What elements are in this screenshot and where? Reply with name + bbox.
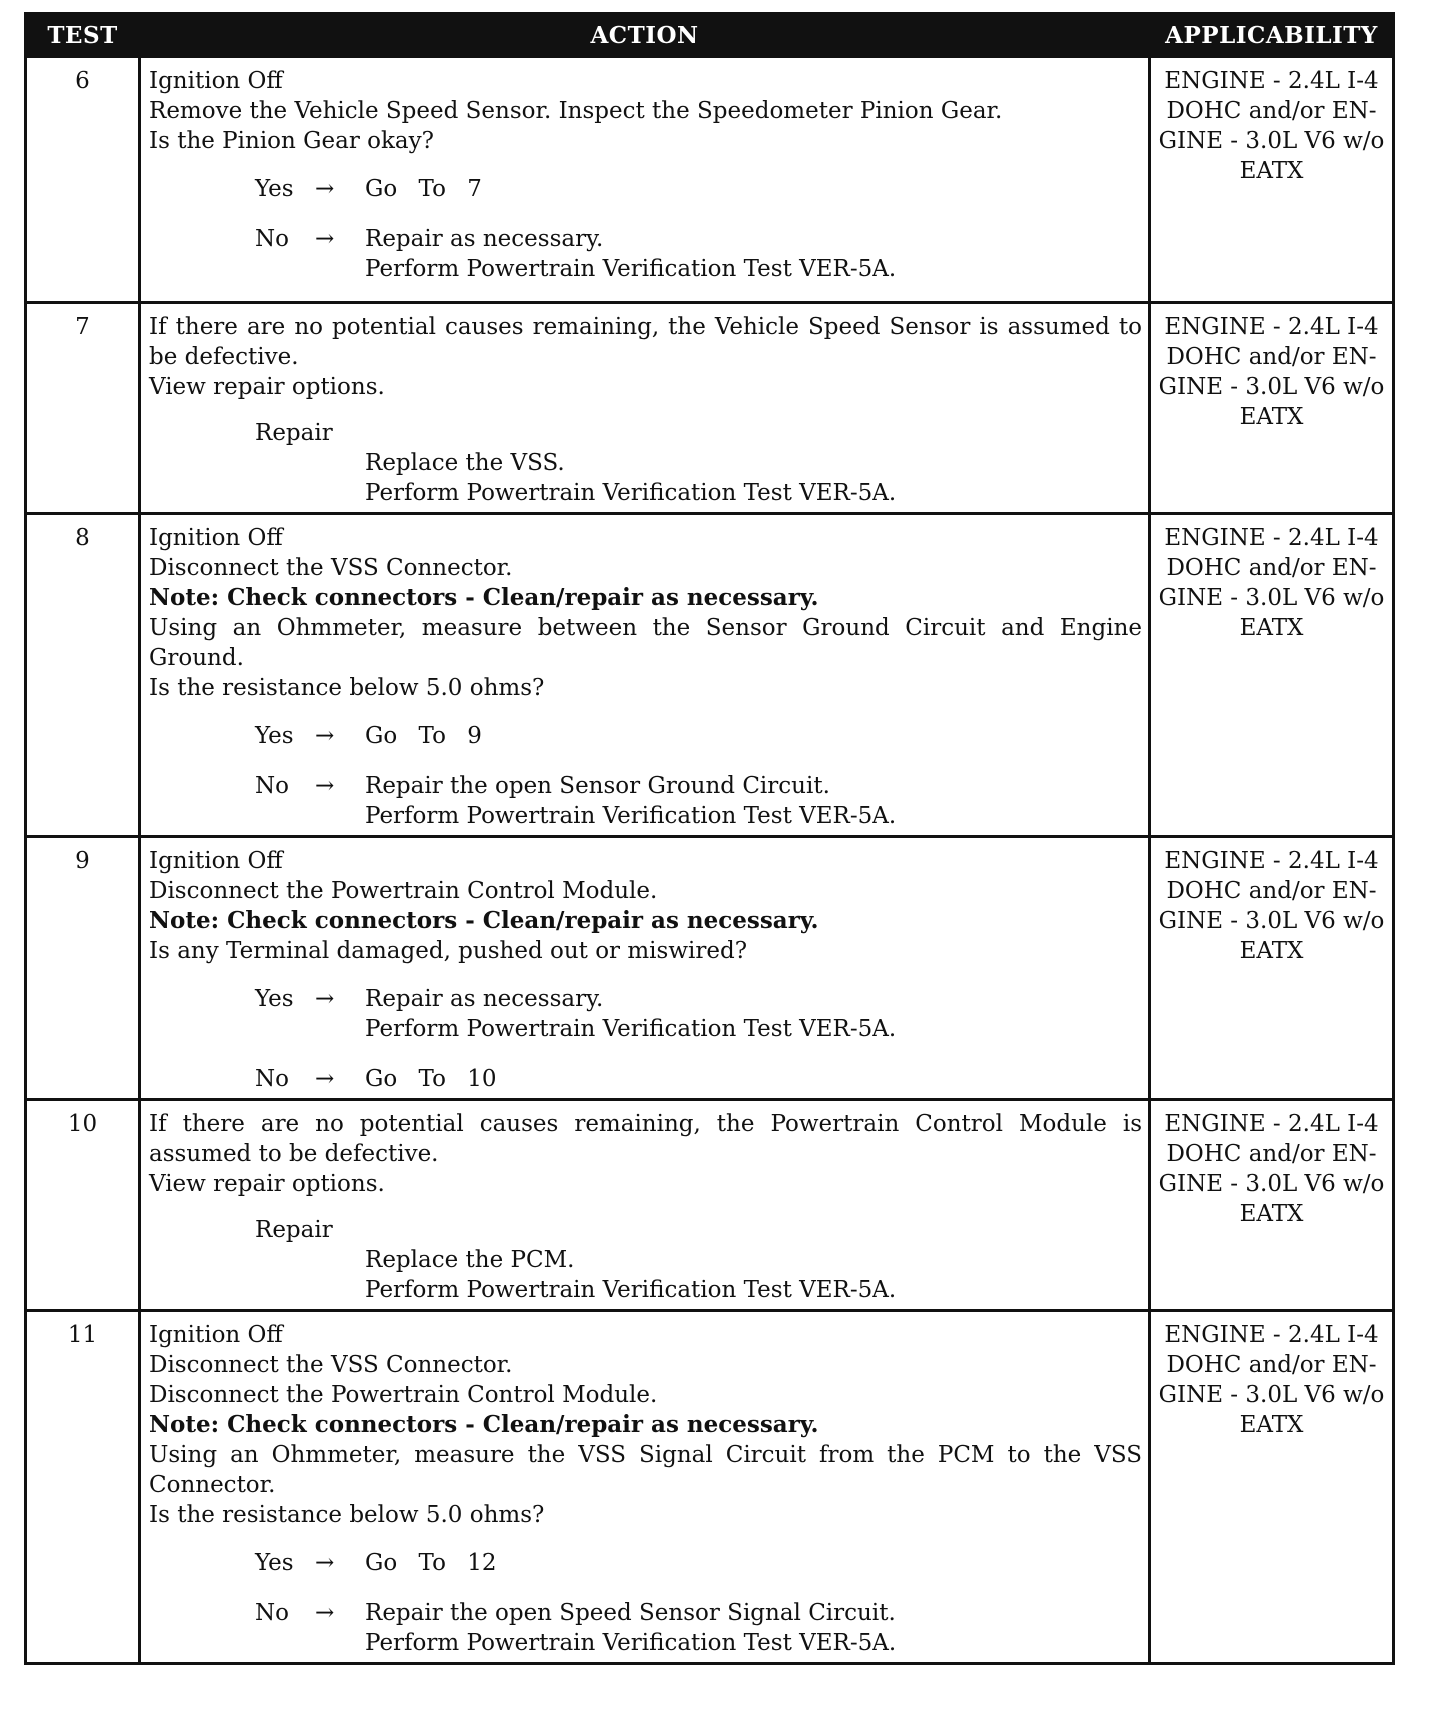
action-line: Disconnect the Powertrain Control Module. <box>149 878 658 904</box>
result-yes <box>149 1548 1142 1578</box>
result-yes-label: Yes <box>255 723 294 749</box>
action-cell <box>140 57 1150 303</box>
action-line: If there are no potential causes remaining, the Powertrain Control Module is assumed to be defective. <box>149 1111 1142 1167</box>
result-no-label: No <box>255 226 289 252</box>
repair-label: Repair <box>255 420 333 446</box>
result-no-goto: Go To 10 <box>365 1066 497 1092</box>
applicability-cell: ENGINE - 2.4L I-4 DOHC and/or EN-GINE - 3.0L V6 w/o EATX <box>1150 57 1394 303</box>
result-yes <box>149 984 1142 1044</box>
note-text: Note: Check connectors - Clean/repair as necessary. <box>149 584 819 611</box>
note-text: Note: Check connectors - Clean/repair as necessary. <box>149 1411 819 1438</box>
action-cell <box>140 837 1150 1100</box>
result-no <box>149 771 1142 831</box>
action-line: Using an Ohmmeter, measure between the Sensor Ground Circuit and Engine Ground. <box>149 615 1142 671</box>
repair-label: Repair <box>255 1217 333 1243</box>
result-yes <box>149 174 1142 204</box>
arrow-icon: → <box>315 1550 335 1576</box>
header-test: TEST <box>26 14 140 57</box>
result-yes-body <box>365 174 1142 204</box>
result-no-body <box>365 1064 1142 1094</box>
action-line: Disconnect the VSS Connector. <box>149 1352 513 1378</box>
repair-line: Replace the PCM. <box>365 1247 575 1273</box>
result-yes-goto: Go To 12 <box>365 1550 497 1576</box>
arrow-icon: → <box>315 723 335 749</box>
action-line: Ignition Off <box>149 68 283 94</box>
arrow-icon: → <box>315 986 335 1012</box>
action-line: View repair options. <box>149 1171 385 1197</box>
result-no-label: No <box>255 1600 289 1626</box>
test-number: 8 <box>26 514 140 837</box>
applicability-cell: ENGINE - 2.4L I-4 DOHC and/or EN-GINE - 3.0L V6 w/o EATX <box>1150 837 1394 1100</box>
header-applicability: APPLICABILITY <box>1150 14 1394 57</box>
result-no-body <box>365 771 1142 831</box>
action-cell <box>140 1311 1150 1664</box>
arrow-icon: → <box>315 773 335 799</box>
result-no-line: Perform Powertrain Verification Test VER-5A. <box>365 256 897 282</box>
result-yes-label: Yes <box>255 986 294 1012</box>
result-no <box>149 1064 1142 1094</box>
table-row <box>26 514 1394 837</box>
result-no-line: Repair as necessary. <box>365 226 604 252</box>
result-no-body <box>365 1598 1142 1658</box>
table-row <box>26 57 1394 303</box>
result-no-label: No <box>255 773 289 799</box>
arrow-icon: → <box>315 1600 335 1626</box>
result-yes-goto: Go To 9 <box>365 723 482 749</box>
action-cell <box>140 514 1150 837</box>
result-no-line: Perform Powertrain Verification Test VER-5A. <box>365 803 897 829</box>
repair-line: Perform Powertrain Verification Test VER-5A. <box>365 1277 897 1303</box>
table-row <box>26 1100 1394 1311</box>
repair-block <box>149 418 1142 508</box>
repair-line: Replace the VSS. <box>365 450 565 476</box>
result-yes-body <box>365 721 1142 751</box>
table-header-row <box>26 14 1394 57</box>
table-row <box>26 837 1394 1100</box>
applicability-cell: ENGINE - 2.4L I-4 DOHC and/or EN-GINE - 3.0L V6 w/o EATX <box>1150 1311 1394 1664</box>
diagnostic-test-table <box>24 12 1395 1665</box>
test-number: 7 <box>26 303 140 514</box>
test-number: 9 <box>26 837 140 1100</box>
arrow-icon: → <box>315 226 335 252</box>
arrow-icon: → <box>315 1066 335 1092</box>
result-yes-label: Yes <box>255 176 294 202</box>
result-no-line: Repair the open Speed Sensor Signal Circuit. <box>365 1600 896 1626</box>
action-line: Disconnect the VSS Connector. <box>149 555 513 581</box>
action-line: Is the Pinion Gear okay? <box>149 128 434 154</box>
result-no <box>149 224 1142 284</box>
result-no-line: Repair the open Sensor Ground Circuit. <box>365 773 830 799</box>
action-line: Is the resistance below 5.0 ohms? <box>149 1502 545 1528</box>
table-row <box>26 303 1394 514</box>
test-number: 11 <box>26 1311 140 1664</box>
result-yes-body <box>365 1548 1142 1578</box>
result-yes-line: Repair as necessary. <box>365 986 604 1012</box>
action-line: Ignition Off <box>149 1322 283 1348</box>
action-line: Ignition Off <box>149 525 283 551</box>
applicability-cell: ENGINE - 2.4L I-4 DOHC and/or EN-GINE - 3.0L V6 w/o EATX <box>1150 514 1394 837</box>
result-no-body <box>365 224 1142 284</box>
result-yes-line: Perform Powertrain Verification Test VER-5A. <box>365 1016 897 1042</box>
action-line: Using an Ohmmeter, measure the VSS Signal Circuit from the PCM to the VSS Connector. <box>149 1442 1142 1498</box>
result-yes <box>149 721 1142 751</box>
arrow-icon: → <box>315 176 335 202</box>
header-action: ACTION <box>140 14 1150 57</box>
action-line: Remove the Vehicle Speed Sensor. Inspect the Speedometer Pinion Gear. <box>149 98 1003 124</box>
action-line: Disconnect the Powertrain Control Module. <box>149 1382 658 1408</box>
action-line: View repair options. <box>149 374 385 400</box>
result-yes-label: Yes <box>255 1550 294 1576</box>
test-number: 10 <box>26 1100 140 1311</box>
action-line: Ignition Off <box>149 848 283 874</box>
result-yes-body <box>365 984 1142 1044</box>
test-number: 6 <box>26 57 140 303</box>
result-yes-goto: Go To 7 <box>365 176 482 202</box>
applicability-cell: ENGINE - 2.4L I-4 DOHC and/or EN-GINE - 3.0L V6 w/o EATX <box>1150 303 1394 514</box>
note-text: Note: Check connectors - Clean/repair as necessary. <box>149 907 819 934</box>
result-no-line: Perform Powertrain Verification Test VER-5A. <box>365 1630 897 1656</box>
action-cell <box>140 303 1150 514</box>
action-line: If there are no potential causes remaining, the Vehicle Speed Sensor is assumed to be defective. <box>149 314 1142 370</box>
applicability-cell: ENGINE - 2.4L I-4 DOHC and/or EN-GINE - 3.0L V6 w/o EATX <box>1150 1100 1394 1311</box>
repair-block <box>149 1215 1142 1305</box>
repair-line: Perform Powertrain Verification Test VER-5A. <box>365 480 897 506</box>
action-cell <box>140 1100 1150 1311</box>
result-no <box>149 1598 1142 1658</box>
table-row <box>26 1311 1394 1664</box>
action-line: Is the resistance below 5.0 ohms? <box>149 675 545 701</box>
action-line: Is any Terminal damaged, pushed out or miswired? <box>149 938 748 964</box>
result-no-label: No <box>255 1066 289 1092</box>
